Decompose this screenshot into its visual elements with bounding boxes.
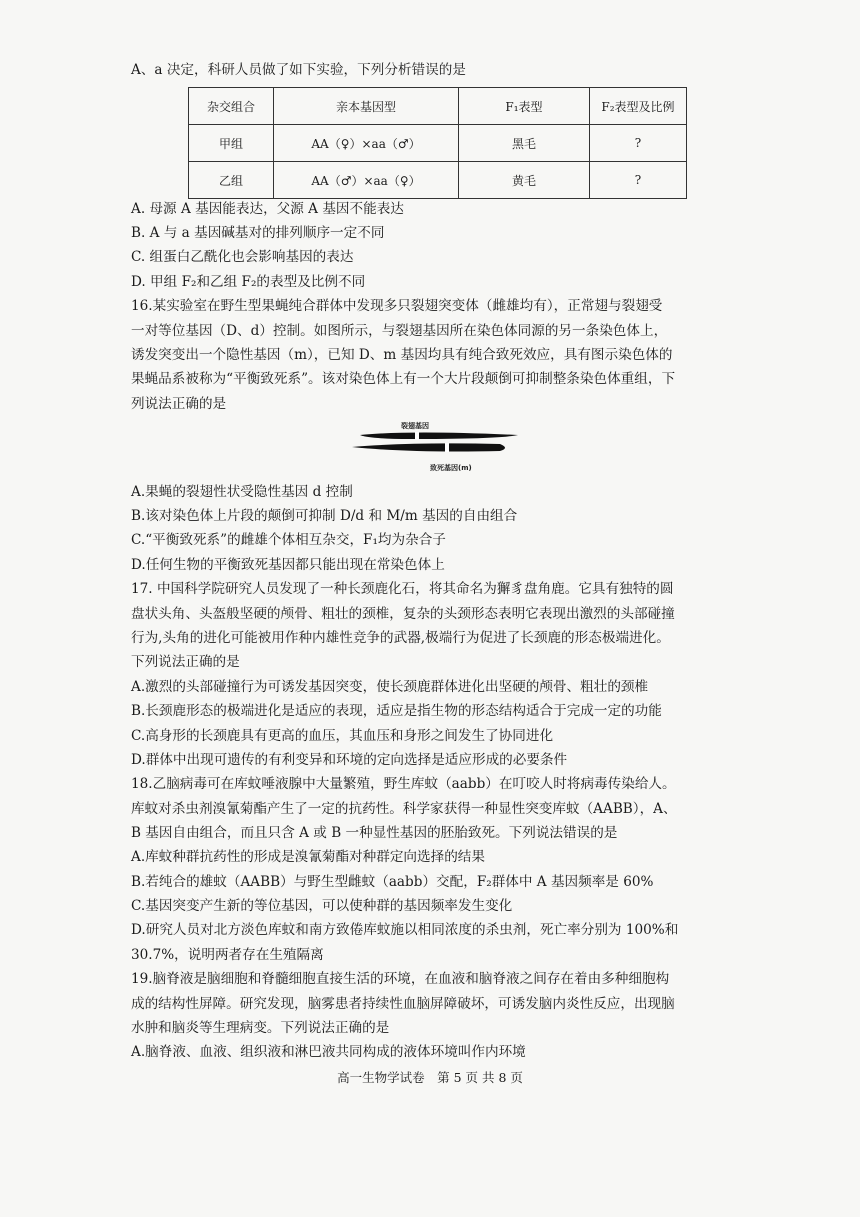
- question-16-stem: 列说法正确的是: [131, 396, 227, 412]
- text-line: A、a 决定，科研人员做了如下实验，下列分析错误的是: [131, 62, 466, 78]
- question-16-stem: 果蝇品系被称为“平衡致死系”。该对染色体上有一个大片段颠倒可抑制整条染色体重组，下: [131, 371, 676, 387]
- option-d-continued: 30.7%，说明两者存在生殖隔离: [131, 947, 324, 963]
- option-a: A. 母源 A 基因能表达，父源 A 基因不能表达: [131, 201, 404, 217]
- table-cell: 黑毛: [459, 125, 590, 162]
- option-a: A.果蝇的裂翅性状受隐性基因 d 控制: [131, 484, 353, 500]
- option-d: D.群体中出现可遗传的有利变异和环境的定向选择是适应形成的必要条件: [131, 752, 568, 768]
- question-17-stem: 17. 中国科学院研究人员发现了一种长颈鹿化石，将其命名为獬豸盘角鹿。它具有独特的圆: [131, 581, 674, 597]
- question-19-stem: 水肿和脑炎等生理病变。下列说法正确的是: [131, 1020, 390, 1036]
- option-c: C.基因突变产生新的等位基因，可以使种群的基因频率发生变化: [131, 898, 513, 914]
- option-b: B.若纯合的雄蚊（AABB）与野生型雌蚊（aabb）交配，F₂群体中 A 基因频率是 60%: [131, 874, 654, 890]
- option-d: D.任何生物的平衡致死基因都只能出现在常染色体上: [131, 557, 445, 573]
- option-c: C. 组蛋白乙酰化也会影响基因的表达: [131, 249, 354, 265]
- table-header: F₂表型及比例: [590, 88, 687, 125]
- question-18-stem: 库蚊对杀虫剂溴氰菊酯产生了一定的抗药性。科学家获得一种显性突变库蚊（AABB），A、: [131, 801, 677, 817]
- option-c: C.“平衡致死系”的雌雄个体相互杂交，F₁均为杂合子: [131, 532, 446, 548]
- table-cell: 甲组: [189, 125, 274, 162]
- option-b: B. A 与 a 基因碱基对的排列顺序一定不同: [131, 225, 385, 241]
- table-header: F₁表型: [459, 88, 590, 125]
- chromosome-bottom: [352, 443, 505, 451]
- question-18-stem: 18.乙脑病毒可在库蚊唾液腺中大量繁殖，野生库蚊（aabb）在叮咬人时将病毒传染给人。: [131, 776, 676, 792]
- table-header: 亲本基因型: [274, 88, 459, 125]
- gene-d-locus: [415, 432, 419, 440]
- table-cell: AA（♂）×aa（♀）: [274, 162, 459, 199]
- table-cell: 黄毛: [459, 162, 590, 199]
- option-d: D.研究人员对北方淡色库蚊和南方致倦库蚊施以相同浓度的杀虫剂，死亡率分别为 100%和: [131, 922, 679, 938]
- option-a: A.库蚊种群抗药性的形成是溴氰菊酯对种群定向选择的结果: [131, 849, 485, 865]
- option-a: A.激烈的头部碰撞行为可诱发基因突变，使长颈鹿群体进化出坚硬的颅骨、粗壮的颈椎: [131, 679, 649, 695]
- question-16-stem: 16.某实验室在野生型果蝇纯合群体中发现多只裂翅突变体（雌雄均有），正常翅与裂翅受: [131, 298, 663, 314]
- question-19-stem: 19.脑脊液是脑细胞和脊髓细胞直接生活的环境，在血液和脑脊液之间存在着由多种细胞构: [131, 971, 670, 987]
- table-header: 杂交组合: [189, 88, 274, 125]
- question-19-stem: 成的结构性屏障。研究发现，脑雾患者持续性血脑屏障破坏，可诱发脑内炎性反应，出现脑: [131, 996, 675, 1012]
- table-cell: ?: [590, 162, 687, 199]
- option-a: A.脑脊液、血液、组织液和淋巴液共同构成的液体环境叫作内环境: [131, 1044, 526, 1060]
- option-c: C.高身形的长颈鹿具有更高的血压，其血压和身形之间发生了协同进化: [131, 728, 554, 744]
- option-d: D. 甲组 F₂和乙组 F₂的表型及比例不同: [131, 274, 366, 290]
- split-wing-gene-label: 裂翅基因: [401, 422, 429, 430]
- question-18-stem: B 基因自由组合，而且只含 A 或 B 一种显性基因的胚胎致死。下列说法错误的是: [131, 825, 618, 841]
- chromosome-top: [360, 433, 518, 440]
- table-header-row: [189, 88, 687, 125]
- cross-table: [188, 87, 687, 199]
- question-17-stem: 下列说法正确的是: [131, 654, 240, 670]
- table-row: [189, 162, 687, 199]
- question-17-stem: 行为,头角的进化可能被用作种内雄性竞争的武器,极端行为促进了长颈鹿的形态极端进化。: [131, 630, 670, 646]
- question-16-stem: 诱发突变出一个隐性基因（m），已知 D、m 基因均具有纯合致死效应，具有图示染色体的: [131, 347, 673, 363]
- gene-m-locus: [445, 443, 449, 452]
- option-b: B.长颈鹿形态的极端进化是适应的表现，适应是指生物的形态结构适合于完成一定的功能: [131, 703, 662, 719]
- option-b: B.该对染色体上片段的颠倒可抑制 D/d 和 M/m 基因的自由组合: [131, 508, 518, 524]
- lethal-gene-label: 致死基因(m): [430, 464, 472, 472]
- table-cell: 乙组: [189, 162, 274, 199]
- table-cell: ?: [590, 125, 687, 162]
- chromosome-diagram: [350, 420, 520, 474]
- question-17-stem: 盘状头角、头盔般坚硬的颅骨、粗壮的颈椎，复杂的头颈形态表明它表现出激烈的头部碰撞: [131, 606, 675, 622]
- table-row: [189, 125, 687, 162]
- table-cell: AA（♀）×aa（♂）: [274, 125, 459, 162]
- page-footer: 高一生物学试卷 第 5 页 共 8 页: [337, 1070, 523, 1085]
- question-16-stem: 一对等位基因（D、d）控制。如图所示，与裂翅基因所在染色体同源的另一条染色体上，: [131, 323, 668, 339]
